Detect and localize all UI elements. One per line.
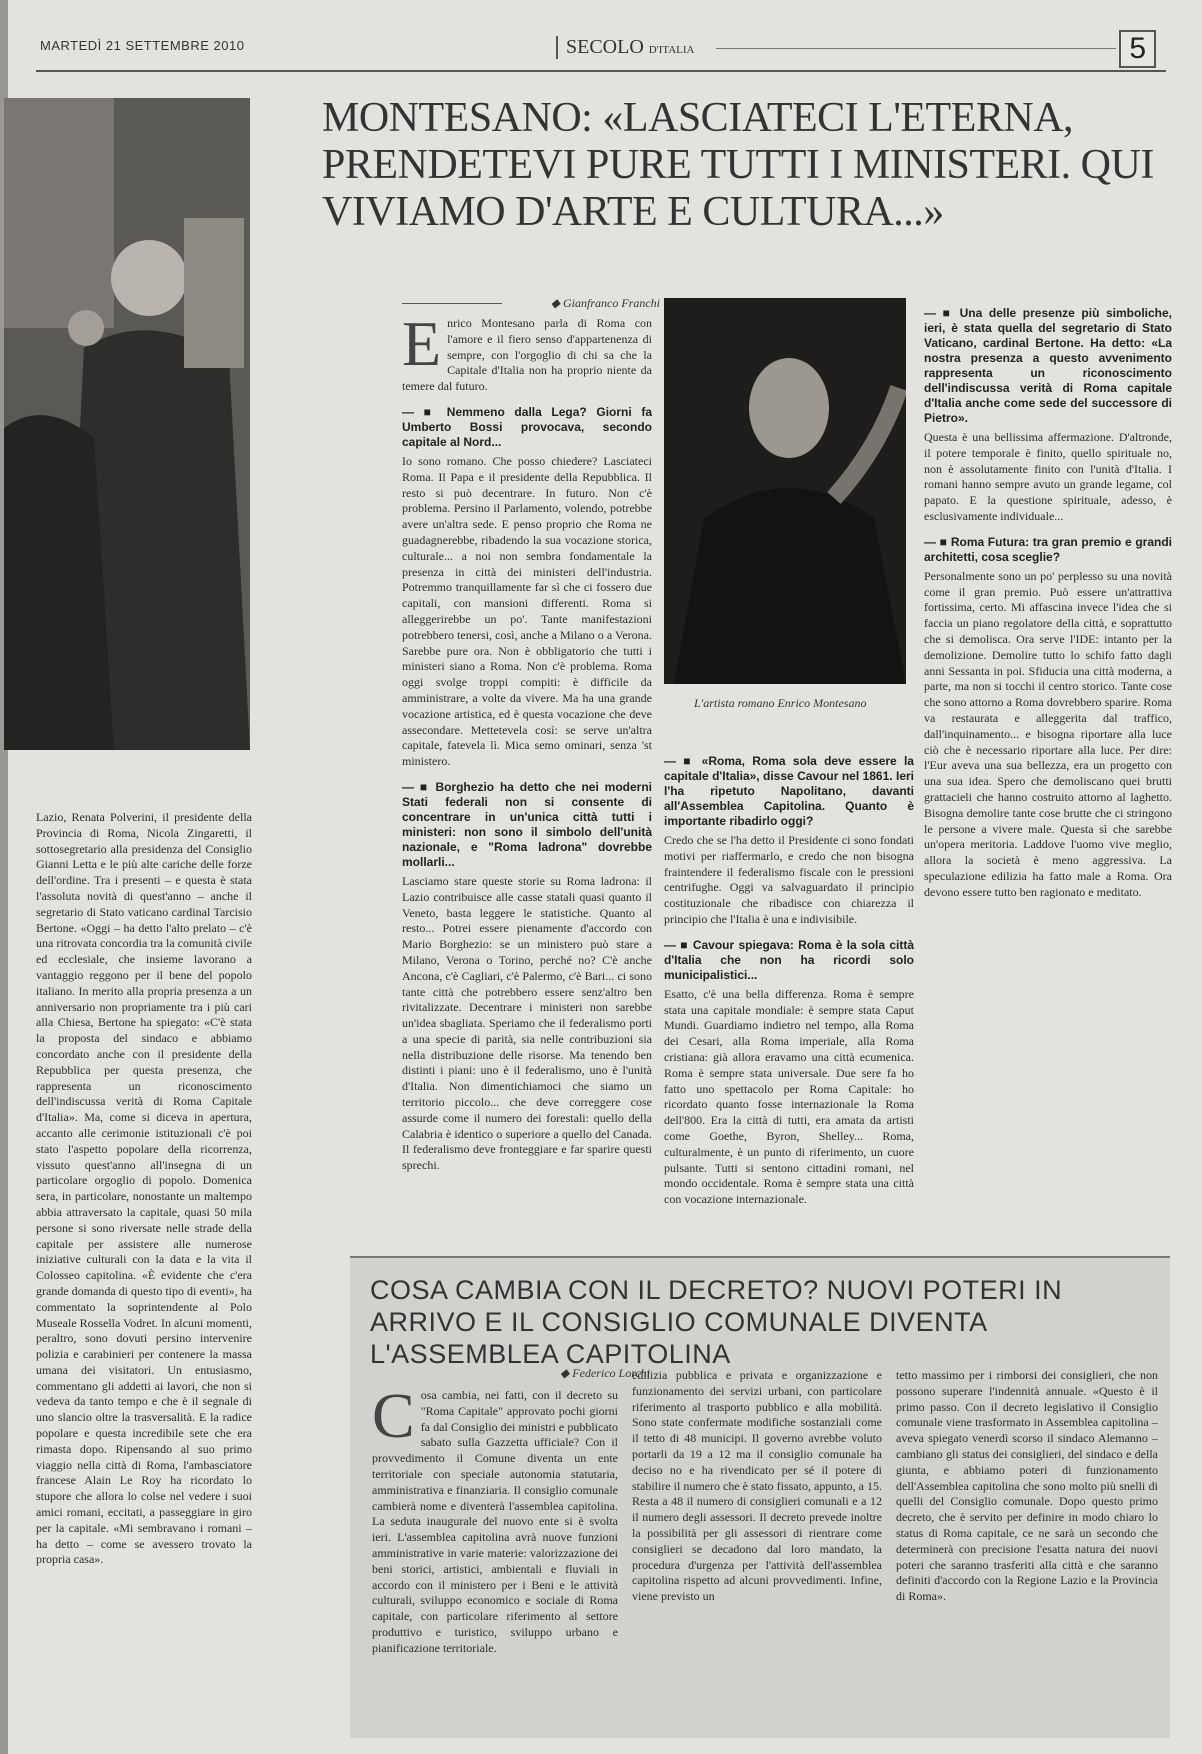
- headline: MONTESANO: «LASCIATECI L'ETERNA, PRENDETEVI PURE TUTTI I MINISTERI. QUI VIVIAMO D'ARTE E CULTURA...»: [322, 95, 1154, 236]
- photo-montesano-figure: [664, 298, 906, 684]
- masthead-paper-name: [556, 36, 695, 59]
- question-6: — ■ Roma Futura: tra gran premio e grandi architetti, cosa sceglie?: [924, 535, 1172, 565]
- paper-name: SECOLO: [566, 36, 644, 58]
- left-column: [36, 810, 252, 1740]
- box-column-3: [896, 1368, 1158, 1728]
- article-dropcap: E: [402, 316, 442, 379]
- box-title: COSA CAMBIA CON IL DECRETO? NUOVI POTERI IN ARRIVO E IL CONSIGLIO COMUNALE DIVENTA L'ASSEMBLEA CAPITOLINA: [370, 1275, 1063, 1369]
- article-column-2: [664, 744, 914, 1232]
- box-col3-text: tetto massimo per i rimborsi dei consiglieri, che non possono superare l'indennità annuale. «Questo è il primo passo. Con il decreto legislativo il Consiglio comunale viene trasformato in Assemblea capitolina – aveva spiegato venerdì scorso il sindaco Alemanno – cambiano gli status dei consiglieri, del sindaco e della giunta, e abbiamo poteri di funzionamento dell'Assemblea capitolina che sono molto più snelli di quelli del Consiglio comunale. Dopo questo primo decreto, che è servito per definire in modo chiaro lo status di Roma capitale, ce ne sarà un secondo che determinerà con precisione l'esatta natura dei nuovi poteri che saranno trasferiti alla città e che saranno definiti d'accordo con la Regione Lazio e la Provincia di Roma».: [896, 1368, 1158, 1604]
- question-5: — ■ Una delle presenze più simboliche, ieri, è stata quella del segretario di Stato Vaticano, cardinal Bertone. Ha detto: «La nostra presenza a questo avvenimento rappresenta un riconoscimento dell'indiscussa verità di Roma capitale d'Italia anche come sede del successore di Pietro».: [924, 306, 1172, 426]
- question-1: — ■ Nemmeno dalla Lega? Giorni fa Umberto Bossi provocava, secondo capitale al Nord...: [402, 405, 652, 450]
- box-dropcap: C: [372, 1388, 415, 1451]
- masthead-date: MARTEDÌ 21 SETTEMBRE 2010: [40, 38, 245, 53]
- masthead-rule: [716, 48, 1116, 49]
- byline-author: ◆ Gianfranco Franchi: [402, 296, 660, 311]
- article-intro: [402, 316, 652, 395]
- masthead: [36, 30, 1166, 72]
- question-4: — ■ Cavour spiegava: Roma è la sola città d'Italia che non ha ricordi solo municipalistici...: [664, 938, 914, 983]
- box-col1-paragraph: [372, 1388, 618, 1657]
- answer-4: Esatto, c'è una bella differenza. Roma è sempre stata una capitale mondiale: è sempre stata Caput Mundi. Guardiamo indietro nel tempo, alla Roma dei Cesari, alla Roma imperiale, alla Roma cristiana: già allora eravamo una città ecumenica. Roma è sempre stata universale. Due sere fa ho fatto uno spettacolo per Roma Capitale: ho ricordato quanto fosse internazionale la Roma dell'800. Era la città di tutti, era amata da artisti come Goethe, Byron, Shelley... Roma, culturalmente, è un punto di riferimento, un cuore pulsante. Tutti si sentono cittadini romani, nel mondo occidentale. Roma è sempre stata una città con vocazione internazionale.: [664, 986, 914, 1207]
- box-col2-text: edilizia pubblica e privata e organizzazione e funzionamento dei servizi urbani, con particolare riferimento al trasporto pubblico e alla mobilità. Sono state confermate modifiche sostanziali come il tetto di 48 municipi. Il governo avrebbe voluto portarli da 19 a 12 ma il consiglio comunale ha deciso no e ha rivendicato per sé il potere di stabilire il numero che è stato fissato, appunto, a 15. Resta a 48 il numero di consiglieri comunali e a 12 il numero degli assessori. Il decreto prevede inoltre la possibilità per gli assessori di rientrare come consiglieri se decadono dal loro mandato, la procedura d'urgenza per l'attività dell'assemblea capitolina rispetto ad alcuni provvedimenti. Infine, viene previsto un: [632, 1368, 882, 1604]
- photo-cardinal-bertone: [4, 98, 250, 750]
- article-column-1: [402, 316, 652, 1298]
- answer-5: Questa è una bellissima affermazione. D'altronde, il potere temporale è finito, quello spirituale no, non è assolutamente finito con l'unità d'Italia. I romani hanno sempre avuto un grande legame, col papato. E la questione spirituale, adesso, è esclusivamente individuale...: [924, 430, 1172, 523]
- answer-1: Io sono romano. Che posso chiedere? Lasciateci Roma. Il Papa e il presidente della Repubblica. Il resto si può decentrare. In futuro. Non c'è problema. Persino il Parlamento, volendo, potrebbe avere un'altra sede. E penso proprio che Roma ne guadagnerebbe, ribadendo la sua vocazione storica, culturale... a noi non sembra fondamentale la presenza in città dei ministeri dell'industria. Potremmo tranquillamente far sì che ci fossero due capitali, con mansioni differenti. Roma si alleggerirebbe un po'. Tante manifestazioni potrebbero tenersi, così, anche a Milano o a Verona. Sarebbe pure ora. Non è obbligatorio che tutti i ministeri siano a Roma. Non c'è problema. Roma oggi svolge troppi compiti: è difficile da amministrare, a volte da vivere. Ma ha una grande vocazione artistica, ed è questa vocazione che deve assecondare. Mettetevela così: se serve un'altra capitale, fatevela lì. Mica semo ominari, senza 'st ministero.: [402, 453, 652, 769]
- box-column-1: [372, 1388, 618, 1728]
- page-number: 5: [1119, 30, 1156, 68]
- answer-6: Personalmente sono un po' perplesso su una novità come il gran premio. Può essere un'attrattiva fortissima, certo. Mi affascina invece l'idea che si faccia un piano regolatore della città, e soprattutto che si demolisca. Ora serve l'IDE: intanto per la demolizione. Demolire tutto lo schifo fatto dagli anni Sessanta in poi. Sfiducia una città moderna, a parte, ma non si tocchi il centro storico. Tante cose che sono attorno a Roma dovrebbero sparire. Roma va restaurata e alleggerita dal traffico, dall'inquinamento... e bisogna riportare alla luce ciò che è necessario riportare alla luce. Per dire: l'Eur aveva una sua bellezza, era un progetto con una sua idea. Spero che demoliscano quei brutti grattacieli che hanno costruito attorno al laghetto. Bisogna demolire tante cose brutte che ci stringono le persone a vivere male. Questa sì che sarebbe un'opera meritoria. Laddove l'uomo vive meglio, allora la società è meno aggressiva. La speculazione edilizia ha fatto male a Roma. Ora devono essere tutto ben ragionato e meditato.: [924, 568, 1172, 899]
- answer-2: Lasciamo stare queste storie su Roma ladrona: il Lazio contribuisce alle casse statali quasi quanto il Veneto, basta leggere le statistiche. Quanto al resto... Potrei essere pienamente d'accordo con Mario Borghezio: se un ministero può stare a Milano, Verona o Torino, perché no? C'è anche Ancona, c'è Cagliari, c'è Palermo, c'è Bari... ci sono tante città che potrebbero essere senz'altro ben rivitalizzate. Decentrare i ministeri non sarebbe un'idea sbagliata. Speriamo che il federalismo porti a una specie di parità, sia nelle contribuzioni sia nella distribuzione delle risorse. Ma tenendo ben distinti i piani: uno è il federalismo, uno è l'unità d'Italia. Non dimentichiamoci che siamo un territorio piccolo... che deve correggere cose assurde come il numero dei forestali: quello della Calabria è identico o superiore a quello del Canada. Il federalismo deve fronteggiare e far sparire questi sprechi.: [402, 873, 652, 1173]
- paper-subname: D'ITALIA: [648, 44, 695, 56]
- question-2: — ■ Borghezio ha detto che nei moderni Stati federali non si consente di concentrare in un'unica città tutti i ministeri: non sono il simbolo dell'unità nazionale, e "Roma ladrona" dovrebbe mollarli...: [402, 780, 652, 870]
- box-column-2: [632, 1368, 882, 1728]
- article-intro-text: nrico Montesano parla di Roma con l'amore e il fiero senso d'appartenenza di sempre, con l'orgoglio di chi sa che la Capitale d'Italia non ha proprio niente da temere dal futuro.: [402, 316, 652, 394]
- box-col1-text: osa cambia, nei fatti, con il decreto su "Roma Capitale" approvato pochi giorni fa dal Consiglio dei ministri e pubblicato sabato sulla Gazzetta ufficiale? Con il provvedimento il Comune diventa un ente territoriale con speciale autonomia statutaria, amministrativa e finanziaria. Il consiglio comunale cambierà nome e diventerà l'assemblea capitolina. La seduta inaugurale del nuovo ente si è svolta ieri. L'assemblea capitolina avrà nuove funzioni amministrative in varie materie: valorizzazione dei beni storici, artistici, ambientali e fluviali in accordo con il ministero per i Beni e le attività culturali, sviluppo economico e sociale di Roma capitale, con particolare riferimento al settore produttivo e turistico, sviluppo urbano e pianificazione territoriale.: [372, 1388, 618, 1655]
- photo-cardinal-figures: [4, 98, 250, 750]
- article-column-3: [924, 296, 1172, 1236]
- byline-author-name: Gianfranco Franchi: [563, 296, 660, 310]
- answer-3: Credo che se l'ha detto il Presidente ci sono fondati motivi per riaffermarlo, e credo che non bisogna fraintendere il federalismo fiscale con le pressioni centrifughe. Oggi va salvaguardato il principio costituzionale che ribadisce con chiarezza il principio che l'Italia è una e indivisibile.: [664, 833, 914, 926]
- question-3: — ■ «Roma, Roma sola deve essere la capitale d'Italia», disse Cavour nel 1861. Ieri l'ha ripetuto Napolitano, davanti all'Assemblea Capitolina. Quanto è importante ribadirlo oggi?: [664, 754, 914, 829]
- photo-enrico-montesano: [664, 298, 906, 684]
- box-byline: ◆ Federico Lorchi: [560, 1366, 650, 1381]
- photo-caption: L'artista romano Enrico Montesano: [694, 696, 867, 710]
- left-column-text: Lazio, Renata Polverini, il presidente della Provincia di Roma, Nicola Zingaretti, il sottosegretario alla presidenza del Consiglio Gianni Letta e le più alte cariche delle forze dell'ordine. Tra i presenti – e questa è stata l'assoluta novità di quest'anno – anche il segretario di Stato vaticano cardinal Tarcisio Bertone. «Oggi – ha detto l'alto prelato – c'è una ritrovata concordia tra la comunità civile ed ecclesiale, che insieme lavorano a vantaggio reggono per il bene del popolo italiano. In merito alla propria presenza a un anniversario non propriamente tra i più cari alla Chiesa, Bertone ha spiegato: «C'è stata la proposta del sindaco e abbiamo concordato anche con il presidente della Repubblica per questa presenza, che rappresenta un riconoscimento dell'indiscussa verità di Roma Capitale d'Italia». Ma, come si diceva in apertura, accanto alle cerimonie istituzionali c'è poi stato l'aspetto popolare della ricorrenza, vissuto quest'anno all'insegna di un particolare orgoglio di popolo. Domenica sera, in particolare, nonostante un maltempo abbia attraversato la capitale, quasi 50 mila persone si sono riversate nelle strade della capitale per assistere alle numerose iniziative culturali con la data e la vita il Colosseo capitolina. «È evidente che c'era grande domanda di questo tipo di eventi», ha commentato la soprintendente al Polo Museale Rossella Vodret. In alcuni momenti, peraltro, sono dovuti persino intervenire polizia e carabinieri per contenere la massa umana dei visitatori. Un entusiasmo, commentano gli addetti ai lavori, che non si vedeva da tanto tempo e che è il segnale di uno slancio oltre la trasversalità. E la radice popolare e questa incredibile sete che era rimasta dopo. Ripensando al suo primo viaggio nella città di Roma, l'ambasciatore francese Alain Le Roy ha ricordato lo stupore che allora lo colse nel vedere i suoi amici romani, eccitati, a passeggiare in giro per la capitale. «Mi sembravano i romani – ha detto – come se avessero trovato la propria casa».: [36, 810, 252, 1567]
